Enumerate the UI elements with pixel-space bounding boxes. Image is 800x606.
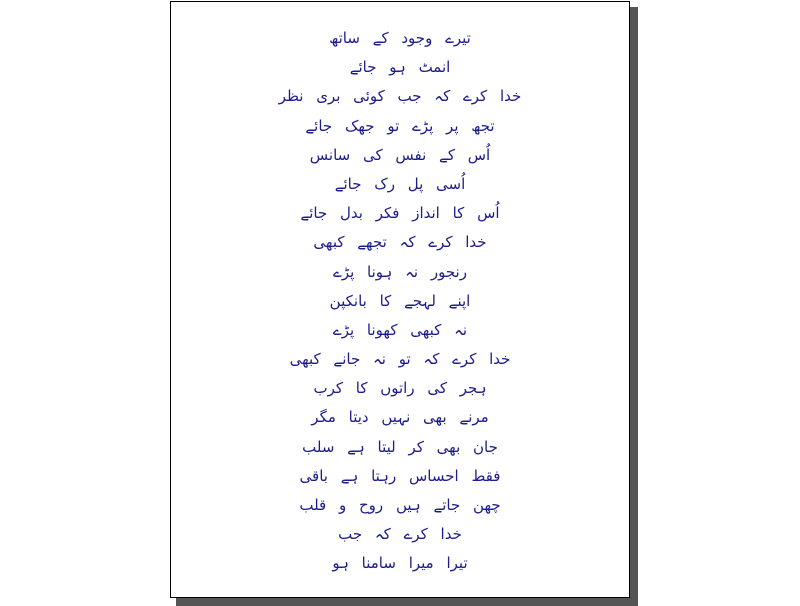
poem-line: تیرے وجود کے ساتھ [329,29,471,47]
poem-line: خدا کرے کہ تو نہ جانے کبھی [289,350,511,369]
poem-line: مرنے بھی نہیں دیتا مگر [311,408,489,427]
poem-line: اُس کے نفس کی سانس [309,145,491,164]
poem-line: تیرا میرا سامنا ہو [332,554,468,573]
poem-line: ہجر کی راتوں کا کرب [313,379,487,398]
poem-line: انمٹ ہو جائے [349,58,451,77]
poem-line: رنجور نہ ہونا پڑے [333,262,467,281]
poem-line: تجھ پر پڑے تو جھک جائے [305,116,495,135]
poem-line: فقط احساس رہتا ہے باقی [299,466,501,485]
poem-line: چھن جاتے ہیں روح و قلب [299,496,501,514]
poem-line: اپنے لہجے کا بانکپن [329,291,471,310]
poem-line: نہ کبھی کھونا پڑے [332,320,468,339]
poem-line: خدا کرے کہ تجھے کبھی [313,233,487,252]
poem-line: خدا کرے کہ جب کوئی بری نظر [278,87,522,106]
document-page [170,1,630,598]
poem-line: اُسی پل رک جائے [334,174,466,193]
poem-line: خدا کرے کہ جب [338,525,462,544]
poem [171,24,629,579]
poem-line: اُس کا انداز فکر بدل جائے [300,204,500,223]
poem-line: جان بھی کر لیتا ہے سلب [302,437,498,456]
